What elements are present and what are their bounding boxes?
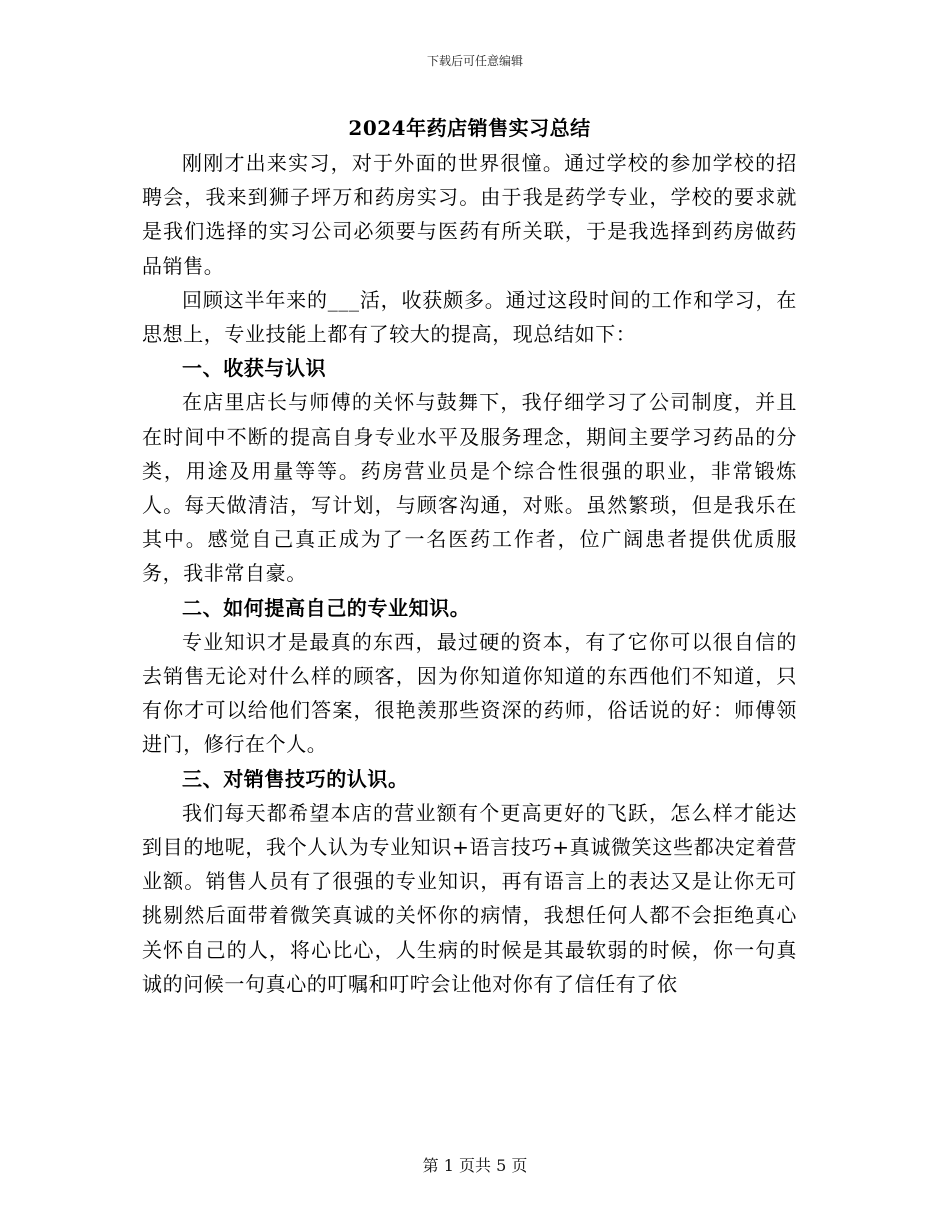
- paragraph-sales: 我们每天都希望本店的营业额有个更高更好的飞跃，怎么样才能达到目的地呢，我个人认为专业知识+语言技巧+真诚微笑这些都决定着营业额。销售人员有了很强的专业知识，再有语言上的表达又是让你无可挑剔然后面带着微笑真诚的关怀你的病情，我想任何人都不会拒绝真心关怀自己的人，将心比心，人生病的时候是其最软弱的时候，你一句真诚的问候一句真心的叮嘱和叮咛会让他对你有了信任有了依: [142, 800, 797, 996]
- page-number: 第 1 页共 5 页: [422, 1156, 528, 1175]
- section-heading-sales: 三、对销售技巧的认识。: [182, 766, 409, 791]
- paragraph-knowledge: 专业知识才是最真的东西，最过硬的资本，有了它你可以很自信的去销售无论对什么样的顾客，因为你知道你知道的东西他们不知道，只有你才可以给他们答案，很艳羡那些资深的药师，俗话说的好：师傅领进门，修行在个人。: [142, 629, 797, 757]
- section-heading-gains: 一、收获与认识: [182, 356, 327, 381]
- section-heading-knowledge: 二、如何提高自己的专业知识。: [182, 595, 471, 620]
- paragraph-gains: 在店里店长与师傅的关怀与鼓舞下，我仔细学习了公司制度，并且在时间中不断的提高自身专业水平及服务理念，期间主要学习药品的分类，用途及用量等等。药房营业员是个综合性很强的职业，非常锻炼人。每天做清洁，写计划，与顾客沟通，对账。虽然繁琐，但是我乐在其中。感觉自己真正成为了一名医药工作者，位广阔患者提供优质服务，我非常自豪。: [142, 390, 797, 586]
- paragraph-review: 回顾这半年来的___活，收获颇多。通过这段时间的工作和学习，在思想上，专业技能上都有了较大的提高，现总结如下：: [142, 287, 797, 347]
- document-body: [142, 112, 797, 1001]
- document-title: 2024年药店销售实习总结: [348, 116, 591, 140]
- page-header: 下载后可任意编辑: [426, 54, 523, 68]
- paragraph-intro: 刚刚才出来实习，对于外面的世界很憧。通过学校的参加学校的招聘会，我来到狮子坪万和药房实习。由于我是药学专业，学校的要求就是我们选择的实习公司必须要与医药有所关联，于是我选择到药房做药品销售。: [142, 151, 797, 278]
